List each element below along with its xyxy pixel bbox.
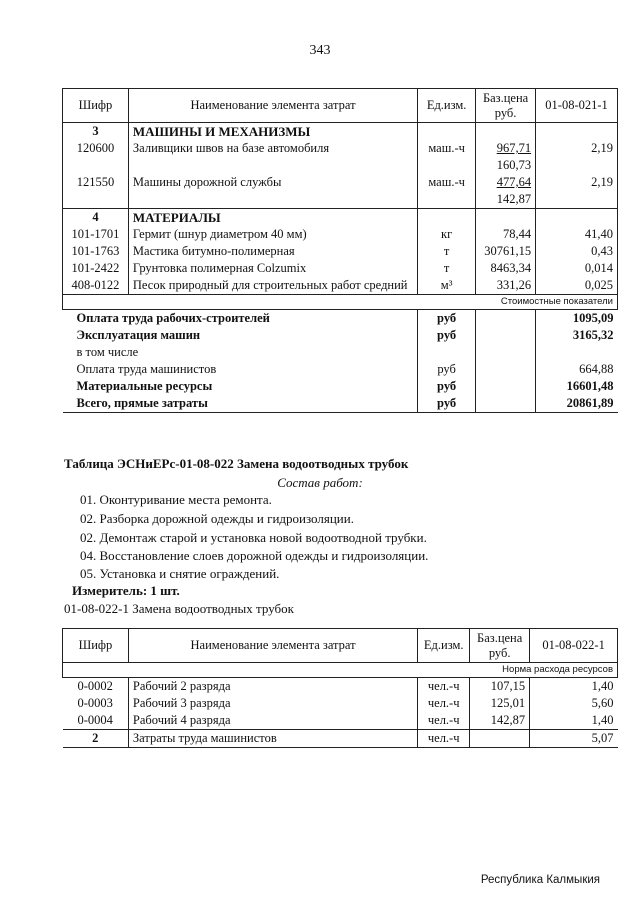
table-title: Таблица ЭСНиЕРс-01-08-022 Замена водоотводных трубок bbox=[64, 456, 409, 471]
summary-row: Эксплуатация машин руб 3165,32 bbox=[63, 327, 618, 344]
table-row: 0-0003 Рабочий 3 разряда чел.-ч 125,01 5,60 bbox=[63, 695, 618, 712]
work-step: 01. Оконтуривание места ремонта. bbox=[80, 492, 272, 507]
table-row: 0-0002 Рабочий 2 разряда чел.-ч 107,15 1,40 bbox=[63, 678, 618, 696]
resource-table-01-08-021 bbox=[62, 88, 618, 413]
col-header-norm: 01-08-021-1 bbox=[536, 89, 618, 123]
col-header-code: Шифр bbox=[63, 89, 129, 123]
footer-region: Республика Калмыкия bbox=[480, 874, 600, 886]
table-row: 101-1701 Гермит (шнур диаметром 40 мм) кг 78,44 41,40 bbox=[63, 226, 618, 243]
measure-unit: Измеритель: 1 шт. bbox=[72, 583, 180, 598]
table-row: 121550 Машины дорожной службы маш.-ч 477,64 2,19 bbox=[63, 174, 618, 191]
work-heading: Состав работ: bbox=[277, 475, 363, 490]
resource-table-01-08-022 bbox=[62, 628, 618, 748]
norm-subtitle: 01-08-022-1 Замена водоотводных трубок bbox=[64, 601, 294, 616]
table-row: 120600 Заливщики швов на базе автомобиля маш.-ч 967,71 2,19 bbox=[63, 140, 618, 157]
col-header-name: Наименование элемента затрат bbox=[128, 629, 417, 663]
col-header-code: Шифр bbox=[63, 629, 129, 663]
summary-row: Материальные ресурсы руб 16601,48 bbox=[63, 378, 618, 395]
col-header-name: Наименование элемента затрат bbox=[128, 89, 417, 123]
table-row-continued: 142,87 bbox=[63, 191, 618, 209]
work-step: 02. Разборка дорожной одежды и гидроизоляции. bbox=[80, 511, 354, 526]
col-header-price: Баз.цена руб. bbox=[470, 629, 530, 663]
work-step: 02. Демонтаж старой и установка новой водоотводной трубки. bbox=[80, 530, 427, 545]
table-row: 101-1763 Мастика битумно-полимерная т 30761,15 0,43 bbox=[63, 243, 618, 260]
work-step: 04. Восстановление слоев дорожной одежды и гидроизоляции. bbox=[80, 548, 429, 563]
table-row: 0-0004 Рабочий 4 разряда чел.-ч 142,87 1,40 bbox=[63, 712, 618, 730]
page-number: 343 bbox=[309, 43, 331, 58]
table-row: 408-0122 Песок природный для строительных работ средний м³ 331,26 0,025 bbox=[63, 277, 618, 295]
summary-row: Всего, прямые затраты руб 20861,89 bbox=[63, 395, 618, 413]
table-row: 101-2422 Грунтовка полимерная Colzumix т 8463,34 0,014 bbox=[63, 260, 618, 277]
norm-label-row: Норма расхода ресурсов bbox=[63, 663, 618, 678]
col-header-unit: Ед.изм. bbox=[418, 89, 476, 123]
summary-row: Оплата труда рабочих-строителей руб 1095,09 bbox=[63, 310, 618, 328]
col-header-norm: 01-08-022-1 bbox=[530, 629, 618, 663]
work-step: 05. Установка и снятие ограждений. bbox=[80, 566, 280, 581]
summary-row: Оплата труда машинистов руб 664,88 bbox=[63, 361, 618, 378]
col-header-unit: Ед.изм. bbox=[418, 629, 470, 663]
section-row-machines: 3 МАШИНЫ И МЕХАНИЗМЫ bbox=[63, 123, 618, 141]
cost-indicators-row: Стоимостные показатели bbox=[63, 295, 618, 310]
col-header-price: Баз.цена руб. bbox=[476, 89, 536, 123]
section-row-materials: 4 МАТЕРИАЛЫ bbox=[63, 209, 618, 227]
summary-row: в том числе bbox=[63, 344, 618, 361]
machinist-row: 2 Затраты труда машинистов чел.-ч 5,07 bbox=[63, 730, 618, 748]
table-row-continued: 160,73 bbox=[63, 157, 618, 174]
